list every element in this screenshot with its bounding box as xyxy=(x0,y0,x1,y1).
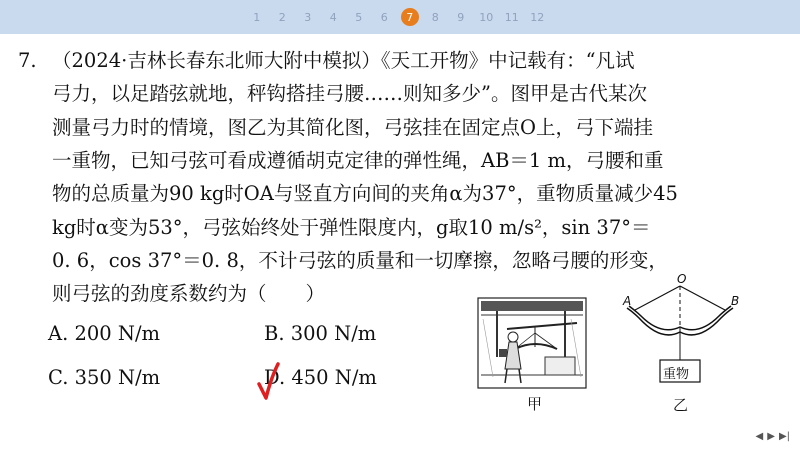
question-line-4: 一重物，已知弓弦可看成遵循胡克定律的弹性绳，AB＝1 m，弓腰和重 xyxy=(52,148,664,172)
page-number: 4 xyxy=(329,10,337,24)
page-12-button[interactable] xyxy=(525,7,551,27)
question-line-2: 弓力，以足踏弦就地，秤钩搭挂弓腰……则知多少”。图甲是古代某次 xyxy=(52,82,647,106)
page-4-button[interactable] xyxy=(321,7,347,27)
page-2-button[interactable] xyxy=(270,7,296,27)
page-number: 8 xyxy=(431,10,439,24)
figure-yi-label: 乙 xyxy=(673,396,689,414)
weight-label: 重物 xyxy=(663,367,690,382)
page-number: 2 xyxy=(278,10,286,24)
last-slide-icon[interactable]: ▶| xyxy=(778,431,790,442)
page-8-button[interactable] xyxy=(423,7,449,27)
page-1-button[interactable] xyxy=(244,7,270,27)
option-c[interactable]: C. 350 N/m xyxy=(48,366,161,389)
ancient-bow-test-illustration xyxy=(477,297,587,389)
point-b-label: B xyxy=(731,294,740,308)
page-number: 3 xyxy=(304,10,312,24)
page-number: 12 xyxy=(530,10,545,24)
prev-slide-icon[interactable]: ◀ xyxy=(755,431,764,442)
question-line-6: kg时α变为53°，弓弦始终处于弹性限度内，g取10 m/s²，sin 37°＝ xyxy=(52,215,651,239)
page-number: 1 xyxy=(253,10,261,24)
figure-yi xyxy=(617,272,757,414)
question-line-3: 测量弓力时的情境，图乙为其简化图，弓弦挂在固定点O上，弓下端挂 xyxy=(52,115,653,139)
point-o-label: O xyxy=(677,272,687,286)
page-number: 9 xyxy=(457,10,465,24)
check-mark-icon xyxy=(256,362,284,402)
option-d[interactable]: D. 450 N/m xyxy=(264,366,377,389)
question-number: 7. xyxy=(18,49,37,72)
page-10-button[interactable] xyxy=(474,7,500,27)
question-line-1: （2024·吉林长春东北师大附中模拟）《天工开物》中记载有：“凡试 xyxy=(52,49,635,72)
page-11-button[interactable] xyxy=(499,7,525,27)
page-indicator xyxy=(244,7,550,27)
option-a[interactable]: A. 200 N/m xyxy=(48,322,161,345)
page-9-button[interactable] xyxy=(448,7,474,27)
page-7-button[interactable] xyxy=(397,7,423,27)
figure-jia xyxy=(477,297,587,413)
question-line-8: 则弓弦的劲度系数约为（ ） xyxy=(52,282,326,306)
slide-navigation-bar xyxy=(0,0,800,34)
next-slide-icon[interactable]: ▶ xyxy=(767,431,775,442)
page-number: 7 xyxy=(401,8,419,26)
option-b[interactable]: B. 300 N/m xyxy=(264,322,377,345)
question-line-5: 物的总质量为90 kg时OA与竖直方向间的夹角α为37°，重物质量减少45 xyxy=(52,182,678,206)
page-number: 10 xyxy=(479,10,494,24)
question-line-7: 0. 6，cos 37°＝0. 8，不计弓弦的质量和一切摩擦，忽略弓腰的形变， xyxy=(52,248,668,272)
page-3-button[interactable] xyxy=(295,7,321,27)
page-6-button[interactable] xyxy=(372,7,398,27)
point-a-label: A xyxy=(623,294,632,308)
page-number: 6 xyxy=(380,10,388,24)
figure-jia-label: 甲 xyxy=(527,395,543,413)
page-number: 11 xyxy=(504,10,519,24)
slide-controls xyxy=(756,431,790,442)
page-number: 5 xyxy=(355,10,363,24)
page-5-button[interactable] xyxy=(346,7,372,27)
